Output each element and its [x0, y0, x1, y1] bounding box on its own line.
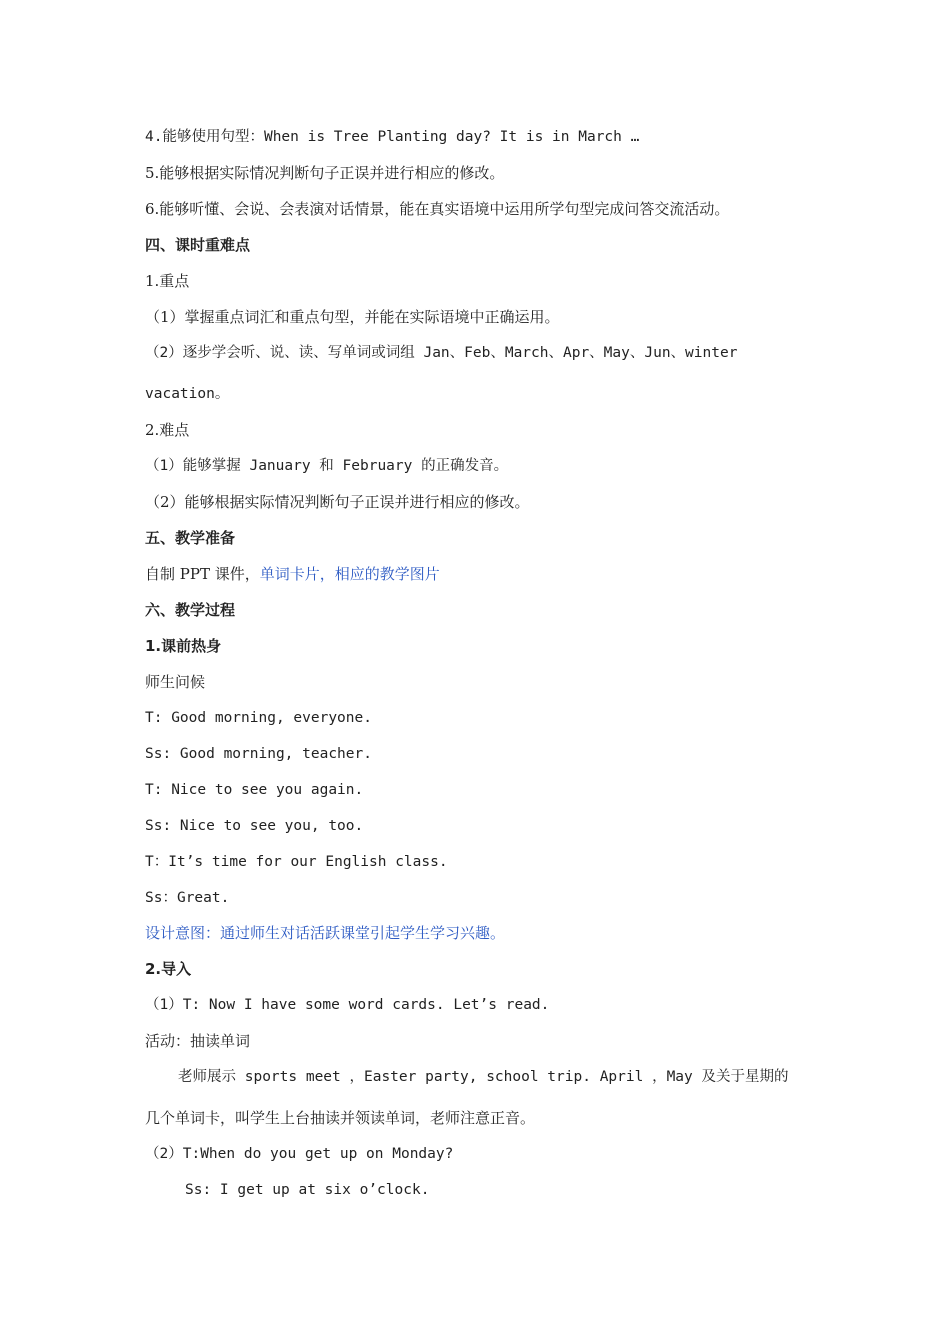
dialogue-line-1: T: Good morning, everyone. [145, 710, 372, 726]
lead-in-step-2: （2）T:When do you get up on Monday? [145, 1146, 454, 1162]
greeting-label: 师生问候 [145, 673, 206, 691]
subsection-lead-in: 2.导入 [145, 960, 192, 978]
activity-label: 活动：抽读单词 [145, 1032, 251, 1050]
difficulty-2: （2）能够根据实际情况判断句子正误并进行相应的修改。 [145, 493, 530, 511]
key-point-2-line1: （2）逐步学会听、说、读、写单词或词组 Jan、Feb、March、Apr、May、Jun、winter [145, 345, 738, 361]
section-heading-6: 六、教学过程 [145, 601, 236, 619]
section-heading-4: 四、课时重难点 [145, 236, 251, 254]
student-answer: Ss: I get up at six o’clock. [185, 1182, 430, 1198]
preparation-text: 自制 PPT 课件， [145, 565, 260, 583]
preparation-materials: 单词卡片，相应的教学图片 [259, 565, 440, 583]
key-point-1: （1）掌握重点词汇和重点句型，并能在实际语境中正确运用。 [145, 308, 560, 326]
section-heading-5: 五、教学准备 [145, 529, 236, 547]
dialogue-line-5: T：It’s time for our English class. [145, 854, 448, 870]
preparation-line [145, 563, 815, 585]
design-intent-note: 设计意图：通过师生对话活跃课堂引起学生学习兴趣。 [145, 924, 506, 942]
dialogue-line-2: Ss: Good morning, teacher. [145, 746, 372, 762]
subsection-warmup: 1.课前热身 [145, 637, 222, 655]
activity-description-line1: 老师展示 sports meet ，Easter party, school trip. April ，May 及关于星期的 [178, 1069, 789, 1085]
activity-description-line2: 几个单词卡，叫学生上台抽读并领读单词，老师注意正音。 [145, 1109, 536, 1127]
dialogue-line-4: Ss: Nice to see you, too. [145, 818, 364, 834]
lead-in-step-1: （1）T: Now I have some word cards. Let’s read. [145, 997, 550, 1013]
key-points-label: 1.重点 [145, 272, 190, 290]
objective-4: 4.能够使用句型：When is Tree Planting day? It is in March … [145, 129, 640, 145]
difficulties-label: 2.难点 [145, 421, 190, 439]
dialogue-line-3: T: Nice to see you again. [145, 782, 364, 798]
dialogue-line-6: Ss：Great. [145, 890, 230, 906]
key-point-2-line2: vacation。 [145, 386, 230, 402]
difficulty-1: （1）能够掌握 January 和 February 的正确发音。 [145, 458, 509, 474]
objective-5: 5.能够根据实际情况判断句子正误并进行相应的修改。 [145, 164, 505, 182]
objective-6: 6.能够听懂、会说、会表演对话情景，能在真实语境中运用所学句型完成问答交流活动。 [145, 200, 730, 218]
